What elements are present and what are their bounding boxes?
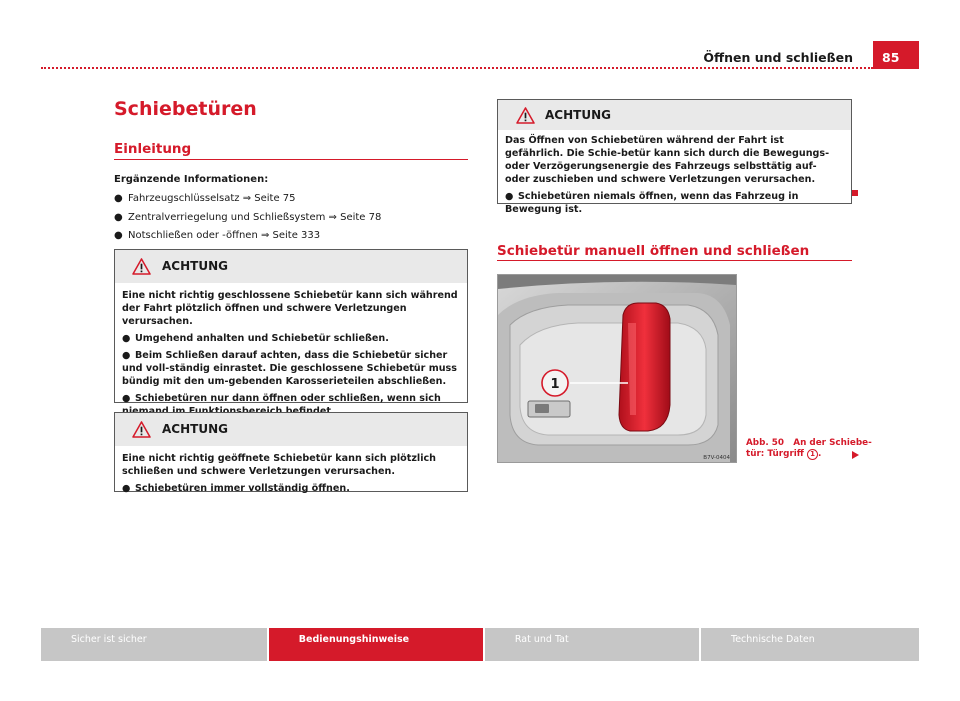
warning-text: Eine nicht richtig geschlossene Schiebetür kann sich während der Fahrt plötzlich öffnen und schwere Verletzungen verursachen.: [122, 290, 458, 327]
heading-rule: [497, 260, 852, 261]
warning-item: ● Schiebetüren nur dann öffnen oder schließen, wenn sich: [122, 393, 441, 404]
warning-box-1: [114, 249, 468, 403]
warning-item: ● Schiebetüren niemals öffnen, wenn das Fahrzeug in Bewegung ist.: [505, 191, 799, 215]
warning-box-3: [497, 99, 852, 215]
warning-text: Das Öffnen von Schiebetüren während der Fahrt ist gefährlich. Die Schie-betür kann sich durch die Bewegungs- oder Verzögerungsenergie des Fahrzeugs selbsttätig auf- oder zuschieben und schwere Verletzungen verursachen.: [505, 135, 830, 185]
end-of-section-icon: [852, 190, 858, 196]
additional-info-label: Ergänzende Informationen:: [114, 174, 269, 185]
warning-item: ● Schiebetüren immer vollständig öffnen.: [122, 483, 350, 494]
bullet-icon: ●: [114, 212, 123, 223]
figure-code: B7V-0404: [703, 455, 730, 461]
warning-triangle-icon: [132, 258, 151, 275]
list-item[interactable]: ● Notschließen oder -öffnen ⇒ Seite 333: [114, 230, 321, 241]
bullet-icon: ●: [114, 193, 123, 204]
warning-box-2: [114, 412, 468, 492]
footer-tab-bedienung[interactable]: Bedienungshinweise: [269, 628, 483, 661]
footer-tab-technik[interactable]: Technische Daten: [701, 628, 919, 661]
figure-caption: Abb. 50 An der Schiebe- tür: Türgriff 1 .: [746, 438, 872, 459]
list-item[interactable]: ● Fahrzeugschlüsselsatz ⇒ Seite 75: [114, 193, 296, 204]
intro-heading: Einleitung: [114, 141, 192, 157]
warning-triangle-icon: [516, 107, 535, 124]
section-heading: Schiebetür manuell öffnen und schließen: [497, 243, 810, 259]
warning-item: ● Beim Schließen darauf achten, dass die Schiebetür sicher und voll-ständig einrastet. Die geschlossene Schiebetür muss bündig mit den um-gebenden Karosserieteilen abschließen.: [122, 350, 457, 387]
bullet-icon: ●: [122, 393, 131, 404]
figure-callout: 1: [550, 377, 560, 392]
section-title: Schiebetüren: [114, 98, 257, 120]
continue-arrow-icon: [852, 451, 859, 459]
bullet-icon: ●: [114, 230, 123, 241]
callout-ref-icon: 1: [807, 449, 818, 460]
warning-triangle-icon: [132, 421, 151, 438]
bullet-icon: ●: [122, 483, 131, 494]
footer-tab-rat[interactable]: Rat und Tat: [485, 628, 699, 661]
bullet-icon: ●: [122, 333, 131, 344]
bullet-icon: ●: [505, 191, 514, 202]
footer-tab-sicher[interactable]: Sicher ist sicher: [41, 628, 267, 661]
warning-header: [115, 413, 467, 446]
warning-text: Eine nicht richtig geöffnete Schiebetür kann sich plötzlich schließen und schwere Verletzungen verursachen.: [122, 453, 437, 477]
warning-label: ACHTUNG: [162, 422, 228, 436]
warning-label: ACHTUNG: [545, 108, 611, 122]
list-item[interactable]: ● Zentralverriegelung und Schließsystem ⇒ Seite 78: [114, 212, 382, 223]
warning-item: ● Umgehend anhalten und Schiebetür schließen.: [122, 333, 389, 344]
bullet-icon: ●: [122, 350, 131, 361]
footer-nav: [41, 628, 919, 661]
warning-header: [115, 250, 467, 283]
header-rule: [41, 67, 873, 69]
warning-label: ACHTUNG: [162, 259, 228, 273]
heading-rule: [114, 159, 468, 160]
figure-door-handle: [497, 274, 737, 463]
warning-header: [498, 100, 851, 130]
page-number: 85: [873, 41, 919, 69]
door-handle-illustration: [498, 275, 736, 462]
chapter-title: Öffnen und schließen: [703, 50, 853, 65]
